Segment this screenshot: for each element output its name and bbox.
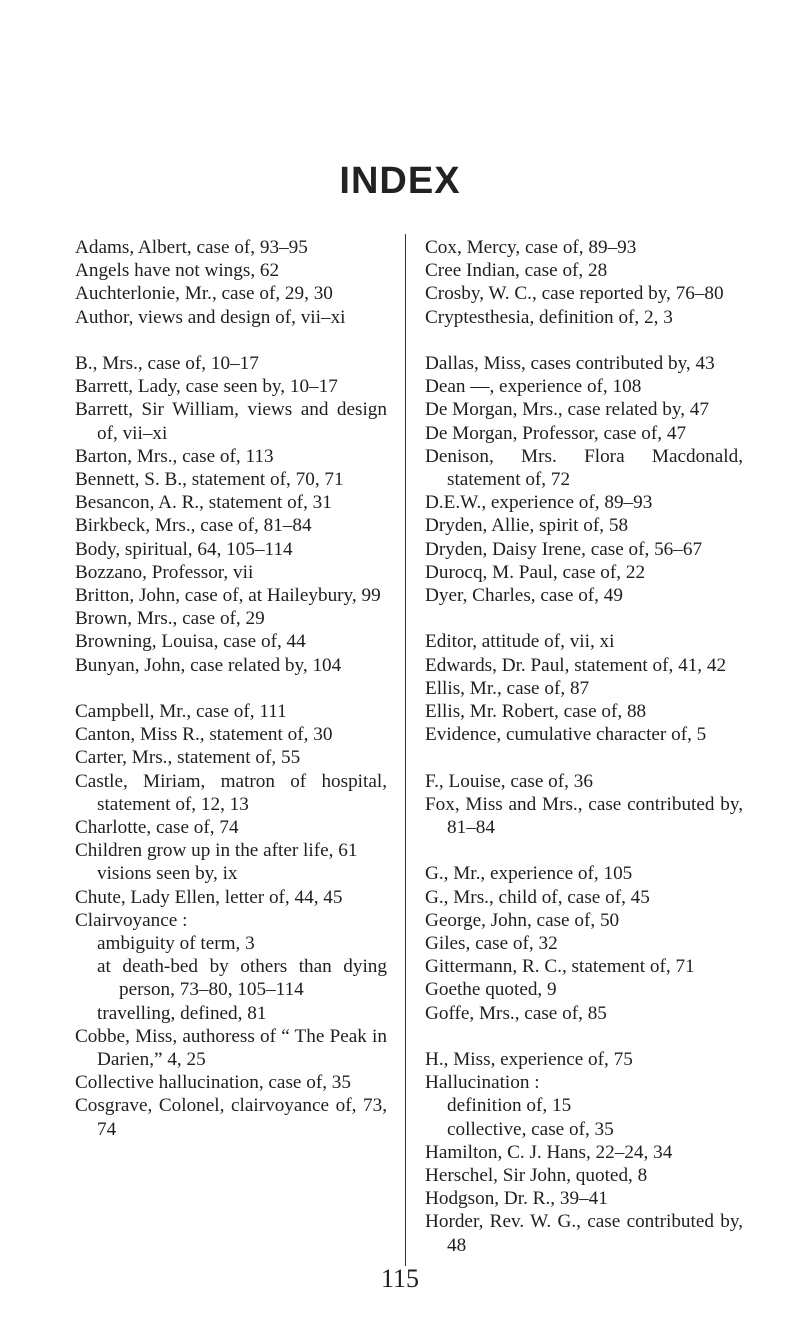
index-subentry: travelling, defined, 81 (97, 1002, 267, 1024)
index-entry: Body, spiritual, 64, 105–114 (75, 538, 293, 560)
index-entry: G., Mr., experience of, 105 (425, 863, 633, 885)
index-entry: Evidence, cumulative character of, 5 (425, 724, 707, 746)
index-subentry: ambiguity of term, 3 (97, 933, 255, 955)
index-entry: Browning, Louisa, case of, 44 (75, 631, 306, 653)
index-entry: Carter, Mrs., statement of, 55 (75, 747, 301, 769)
index-entry: B., Mrs., case of, 10–17 (75, 353, 259, 374)
index-entry: Edwards, Dr. Paul, statement of, 41, 42 (425, 654, 727, 676)
page-number: 115 (380, 1264, 420, 1293)
index-subentry: collective, case of, 35 (447, 1118, 614, 1140)
index-entry: Goethe quoted, 9 (425, 979, 557, 1001)
index-entry: Hamilton, C. J. Hans, 22–24, 34 (425, 1141, 673, 1163)
index-entry: Barrett, Lady, case seen by, 10–17 (75, 376, 338, 398)
index-subentry: definition of, 15 (447, 1095, 572, 1117)
index-entry: Fox, Miss and Mrs., case contributed by, 81–84 (425, 793, 743, 839)
page-title: INDEX (339, 160, 461, 202)
index-entry: F., Louise, case of, 36 (425, 770, 593, 792)
index-entry: Bozzano, Professor, vii (75, 561, 254, 583)
index-letter-group (425, 236, 743, 329)
index-entry: Britton, John, case of, at Haileybury, 99 (75, 585, 381, 607)
index-entry: Dyer, Charles, case of, 49 (425, 585, 623, 607)
index-entry: De Morgan, Professor, case of, 47 (425, 422, 687, 444)
index-entry: Bunyan, John, case related by, 104 (75, 654, 342, 676)
index-subentry: at death-bed by others than dying person, 73–80, 105–114 (97, 956, 387, 1001)
index-letter-group (425, 352, 743, 607)
index-entry: Gittermann, R. C., statement of, 71 (425, 956, 695, 978)
index-entry: Besancon, A. R., statement of, 31 (75, 492, 332, 514)
index-entry: Author, views and design of, vii–xi (75, 306, 346, 328)
index-entry: Editor, attitude of, vii, xi (425, 631, 615, 653)
index-entry: Brown, Mrs., case of, 29 (75, 608, 265, 630)
index-entry: Castle, Miriam, matron of hospital, statement of, 12, 13 (75, 770, 387, 815)
index-entry: Cree Indian, case of, 28 (425, 260, 608, 282)
index-entry: Birkbeck, Mrs., case of, 81–84 (75, 515, 312, 537)
index-entry: Dryden, Daisy Irene, case of, 56–67 (425, 538, 703, 560)
index-letter-group (75, 352, 387, 677)
index-entry: H., Miss, experience of, 75 (425, 1049, 633, 1071)
index-entry: Cox, Mercy, case of, 89–93 (425, 237, 637, 258)
index-entry: Horder, Rev. W. G., case contributed by, 48 (425, 1211, 743, 1256)
index-entry: Hallucination : (425, 1072, 540, 1094)
index-entry: Charlotte, case of, 74 (75, 817, 239, 839)
index-entry: Campbell, Mr., case of, 111 (75, 701, 287, 723)
index-entry: Barrett, Sir William, views and design of, vii–xi (75, 399, 387, 444)
index-letter-group (425, 862, 743, 1024)
index-entry: Crosby, W. C., case reported by, 76–80 (425, 283, 724, 305)
index-entry: George, John, case of, 50 (425, 909, 620, 931)
index-entry: Barton, Mrs., case of, 113 (75, 445, 274, 467)
column-divider (405, 234, 406, 1266)
index-entry: G., Mrs., child of, case of, 45 (425, 886, 650, 908)
index-entry: Clairvoyance : (75, 909, 188, 931)
index-entry: Dean —, experience of, 108 (425, 376, 642, 398)
index-letter-group (425, 770, 743, 840)
index-letter-group (75, 236, 387, 329)
index-entry: Ellis, Mr., case of, 87 (425, 677, 590, 699)
index-entry: Hodgson, Dr. R., 39–41 (425, 1188, 608, 1210)
index-entry: Angels have not wings, 62 (75, 260, 280, 282)
index-entry: Collective hallucination, case of, 35 (75, 1072, 351, 1094)
index-letter-group (75, 700, 387, 1141)
index-subentry: visions seen by, ix (97, 863, 238, 885)
index-entry: Dryden, Allie, spirit of, 58 (425, 515, 629, 537)
index-entry: Bennett, S. B., statement of, 70, 71 (75, 469, 344, 491)
index-entry: Goffe, Mrs., case of, 85 (425, 1002, 607, 1024)
index-entry: Cryptesthesia, definition of, 2, 3 (425, 306, 673, 328)
index-entry: D.E.W., experience of, 89–93 (425, 492, 653, 514)
index-entry: Giles, case of, 32 (425, 933, 558, 955)
index-entry: Auchterlonie, Mr., case of, 29, 30 (75, 283, 333, 305)
index-entry: Herschel, Sir John, quoted, 8 (425, 1165, 648, 1187)
index-entry: Children grow up in the after life, 61 (75, 840, 358, 862)
index-letter-group (425, 1048, 743, 1257)
index-column-right (425, 236, 743, 1280)
index-entry: Dallas, Miss, cases contributed by, 43 (425, 353, 715, 374)
index-entry: Canton, Miss R., statement of, 30 (75, 724, 333, 746)
index-column-left (75, 236, 387, 1164)
index-entry: Durocq, M. Paul, case of, 22 (425, 561, 646, 583)
index-entry: Ellis, Mr. Robert, case of, 88 (425, 701, 647, 723)
index-entry: Cosgrave, Colonel, clairvoyance of, 73, 74 (75, 1095, 387, 1140)
index-entry: Chute, Lady Ellen, letter of, 44, 45 (75, 886, 343, 908)
index-letter-group (425, 630, 743, 746)
index-entry: Adams, Albert, case of, 93–95 (75, 237, 308, 258)
index-entry: De Morgan, Mrs., case related by, 47 (425, 399, 709, 421)
index-entry: Cobbe, Miss, authoress of “ The Peak in Darien,” 4, 25 (75, 1025, 387, 1071)
index-entry: Denison, Mrs. Flora Macdonald, statement of, 72 (425, 445, 743, 491)
